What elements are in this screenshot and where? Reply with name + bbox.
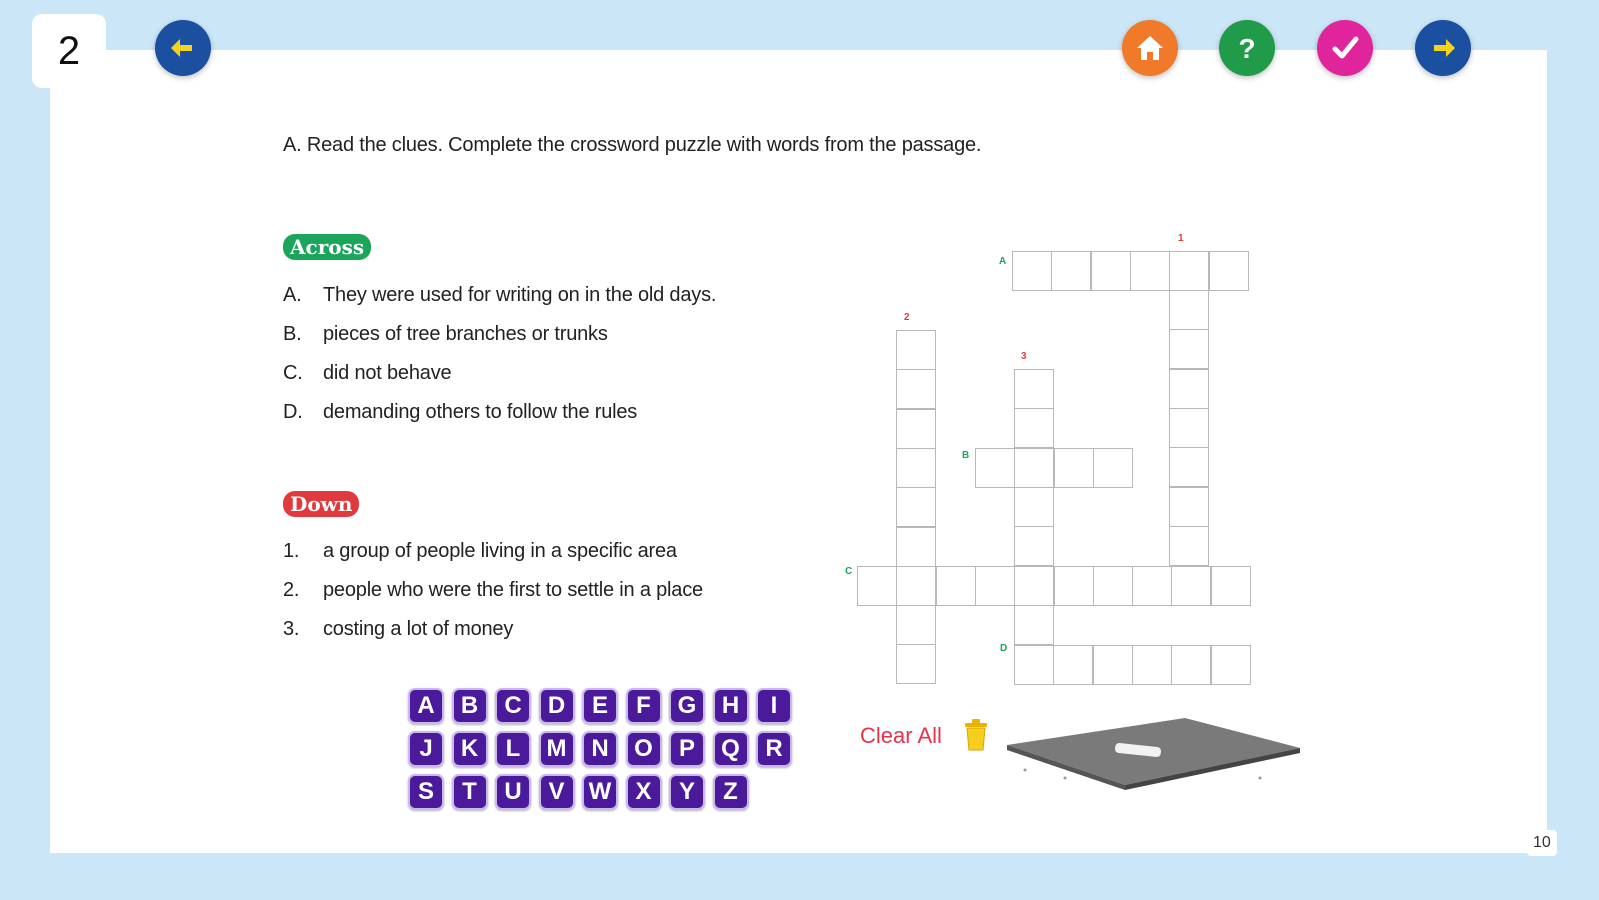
- crossword-cell[interactable]: [857, 566, 897, 606]
- across-clue-d: [283, 401, 637, 424]
- clue-id: A.: [283, 284, 302, 306]
- letter-key-e[interactable]: E: [582, 688, 618, 724]
- across-clue-a: [283, 284, 716, 307]
- help-button[interactable]: [1219, 20, 1275, 76]
- clue-text: costing a lot of money: [323, 618, 514, 640]
- home-button[interactable]: [1122, 20, 1178, 76]
- forward-arrow-icon: [1426, 31, 1460, 65]
- letter-key-o[interactable]: O: [626, 731, 662, 767]
- letter-key-a[interactable]: A: [408, 688, 444, 724]
- clue-text: a group of people living in a specific area: [323, 540, 677, 562]
- crossword-cell[interactable]: [1014, 566, 1054, 606]
- crossword-cell[interactable]: [1171, 566, 1211, 606]
- crossword-cell[interactable]: [896, 448, 936, 488]
- letter-key-u[interactable]: U: [495, 774, 531, 810]
- clue-id: 1.: [283, 540, 300, 562]
- letter-key-w[interactable]: W: [582, 774, 618, 810]
- letter-key-r[interactable]: R: [756, 731, 792, 767]
- letter-key-k[interactable]: K: [452, 731, 488, 767]
- back-button[interactable]: [155, 20, 211, 76]
- crossword-cell[interactable]: [1211, 645, 1251, 685]
- clue-id: 2.: [283, 579, 300, 601]
- checkmark-icon: [1328, 31, 1362, 65]
- crossword-cell[interactable]: [1051, 251, 1091, 291]
- crossword-cell[interactable]: [896, 409, 936, 449]
- crossword-cell[interactable]: [1169, 408, 1209, 448]
- crossword-cell[interactable]: [896, 487, 936, 527]
- clue-id: C.: [283, 362, 303, 384]
- crossword-cell[interactable]: [896, 369, 936, 409]
- crossword-label-c: C: [845, 566, 853, 577]
- letter-key-x[interactable]: X: [626, 774, 662, 810]
- clue-text: demanding others to follow the rules: [323, 401, 638, 423]
- letter-key-l[interactable]: L: [495, 731, 531, 767]
- crossword-cell[interactable]: [1169, 526, 1209, 566]
- clue-text: pieces of tree branches or trunks: [323, 323, 608, 345]
- crossword-cell[interactable]: [1169, 487, 1209, 527]
- across-clue-b: [283, 323, 608, 346]
- crossword-cell[interactable]: [1014, 605, 1054, 645]
- crossword-cell[interactable]: [1014, 487, 1054, 527]
- across-clue-c: [283, 362, 451, 385]
- crossword-cell[interactable]: [1012, 251, 1052, 291]
- letter-key-c[interactable]: C: [495, 688, 531, 724]
- clue-text: They were used for writing on in the old days.: [323, 284, 717, 306]
- crossword-cell[interactable]: [1211, 566, 1251, 606]
- crossword-cell[interactable]: [1169, 369, 1209, 409]
- crossword-cell[interactable]: [1132, 566, 1172, 606]
- crossword-cell[interactable]: [1209, 251, 1249, 291]
- down-clue-1: [283, 540, 677, 563]
- page-number: 10: [1527, 830, 1557, 856]
- letter-key-v[interactable]: V: [539, 774, 575, 810]
- check-button[interactable]: [1317, 20, 1373, 76]
- crossword-cell[interactable]: [936, 566, 976, 606]
- crossword-cell[interactable]: [1093, 645, 1133, 685]
- crossword-cell[interactable]: [896, 527, 936, 567]
- crossword-cell[interactable]: [896, 566, 936, 606]
- down-clue-2: [283, 579, 703, 602]
- letter-key-t[interactable]: T: [452, 774, 488, 810]
- letter-key-n[interactable]: N: [582, 731, 618, 767]
- instruction-text: A. Read the clues. Complete the crossword puzzle with words from the passage.: [283, 134, 982, 156]
- letter-key-z[interactable]: Z: [713, 774, 749, 810]
- letter-key-i[interactable]: I: [756, 688, 792, 724]
- crossword-cell[interactable]: [1091, 251, 1131, 291]
- crossword-cell[interactable]: [1093, 448, 1133, 488]
- next-button[interactable]: [1415, 20, 1471, 76]
- crossword-cell[interactable]: [896, 605, 936, 645]
- crossword-label-3: 3: [1021, 351, 1027, 362]
- crossword-cell[interactable]: [896, 330, 936, 370]
- svg-text:?: ?: [1238, 33, 1256, 64]
- crossword-cell[interactable]: [1130, 251, 1170, 291]
- letter-key-q[interactable]: Q: [713, 731, 749, 767]
- clear-all-button[interactable]: Clear All: [860, 723, 942, 748]
- chalk-slate-icon: [1005, 710, 1315, 795]
- crossword-cell[interactable]: [1093, 566, 1133, 606]
- worksheet-page: [50, 50, 1547, 853]
- crossword-cell[interactable]: [1054, 566, 1094, 606]
- clue-text: people who were the first to settle in a place: [323, 579, 703, 601]
- crossword-cell[interactable]: [1169, 290, 1209, 330]
- back-arrow-icon: [166, 31, 200, 65]
- crossword-cell[interactable]: [1171, 645, 1211, 685]
- chapter-number: 2: [32, 14, 106, 88]
- crossword-cell[interactable]: [1169, 329, 1209, 369]
- letter-key-s[interactable]: S: [408, 774, 444, 810]
- letter-key-p[interactable]: P: [669, 731, 705, 767]
- letter-key-b[interactable]: B: [452, 688, 488, 724]
- crossword-cell[interactable]: [1169, 447, 1209, 487]
- clue-text: did not behave: [323, 362, 452, 384]
- crossword-cell[interactable]: [1014, 645, 1054, 685]
- down-heading: Down: [283, 491, 359, 517]
- clue-id: B.: [283, 323, 302, 345]
- crossword-cell[interactable]: [1169, 251, 1209, 291]
- crossword-cell[interactable]: [1054, 448, 1094, 488]
- crossword-label-2: 2: [904, 312, 910, 323]
- letter-key-m[interactable]: M: [539, 731, 575, 767]
- home-icon: [1133, 31, 1167, 65]
- crossword-label-b: B: [962, 450, 970, 461]
- letter-key-d[interactable]: D: [539, 688, 575, 724]
- crossword-label-d: D: [1000, 643, 1008, 654]
- crossword-cell[interactable]: [975, 566, 1015, 606]
- crossword-cell[interactable]: [1132, 645, 1172, 685]
- letter-key-g[interactable]: G: [669, 688, 705, 724]
- letter-key-j[interactable]: J: [408, 731, 444, 767]
- down-clue-3: [283, 618, 513, 641]
- letter-key-h[interactable]: H: [713, 688, 749, 724]
- across-heading: Across: [283, 234, 371, 260]
- crossword-cell[interactable]: [975, 448, 1015, 488]
- crossword-cell[interactable]: [1053, 645, 1093, 685]
- question-mark-icon: [1230, 31, 1264, 65]
- crossword-label-a: A: [999, 256, 1007, 267]
- crossword-cell[interactable]: [1014, 408, 1054, 448]
- crossword-cell[interactable]: [1014, 369, 1054, 409]
- trash-icon[interactable]: [962, 718, 990, 752]
- crossword-cell[interactable]: [1014, 526, 1054, 566]
- letter-key-y[interactable]: Y: [669, 774, 705, 810]
- crossword-cell[interactable]: [1014, 448, 1054, 488]
- crossword-cell[interactable]: [896, 644, 936, 684]
- clue-id: 3.: [283, 618, 300, 640]
- clue-id: D.: [283, 401, 303, 423]
- crossword-label-1: 1: [1178, 233, 1184, 244]
- letter-key-f[interactable]: F: [626, 688, 662, 724]
